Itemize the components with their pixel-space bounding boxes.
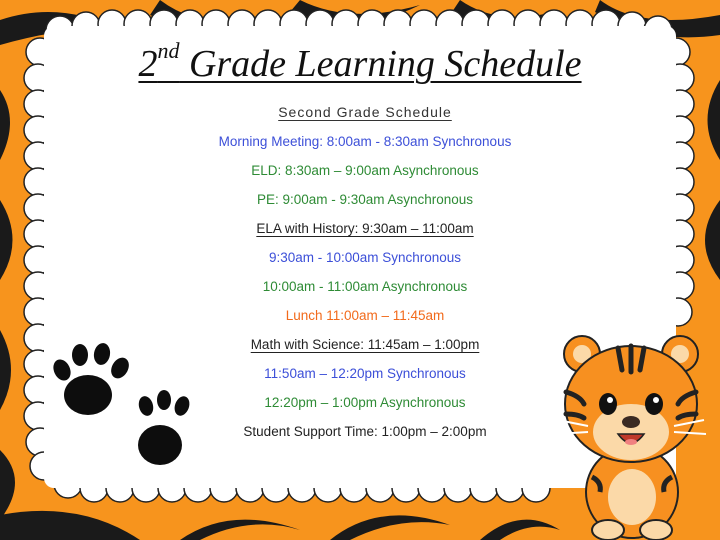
schedule-item-ela-history: ELA with History: 9:30am – 11:00am (256, 221, 474, 236)
schedule-item-math-science: Math with Science: 11:45am – 1:00pm (250, 337, 480, 352)
title-ordinal-suffix: nd (157, 38, 180, 64)
schedule-item-lunch: Lunch 11:00am – 11:45am (285, 308, 445, 323)
title-number: 2 (138, 43, 158, 85)
schedule-item-math-synchronous: 11:50am – 12:20pm Synchronous (264, 366, 466, 381)
tiger-cub-icon (548, 322, 720, 540)
schedule-item-morning-meeting: Morning Meeting: 8:00am - 8:30am Synchronous (218, 134, 512, 149)
paw-prints-icon (40, 340, 210, 470)
schedule-item-student-support: Student Support Time: 1:00pm – 2:00pm (243, 424, 487, 439)
schedule-item-math-asynchronous: 12:20pm – 1:00pm Asynchronous (264, 395, 466, 410)
page-title (0, 38, 720, 86)
schedule-item-ela-synchronous: 9:30am - 10:00am Synchronous (268, 250, 462, 265)
schedule-heading: Second Grade Schedule (278, 104, 452, 120)
schedule-item-ela-asynchronous: 10:00am - 11:00am Asynchronous (262, 279, 468, 294)
schedule-item-eld: ELD: 8:30am – 9:00am Asynchronous (251, 163, 479, 178)
title-text: Grade Learning Schedule (179, 43, 582, 85)
schedule-item-pe: PE: 9:00am - 9:30am Asynchronous (256, 192, 474, 207)
